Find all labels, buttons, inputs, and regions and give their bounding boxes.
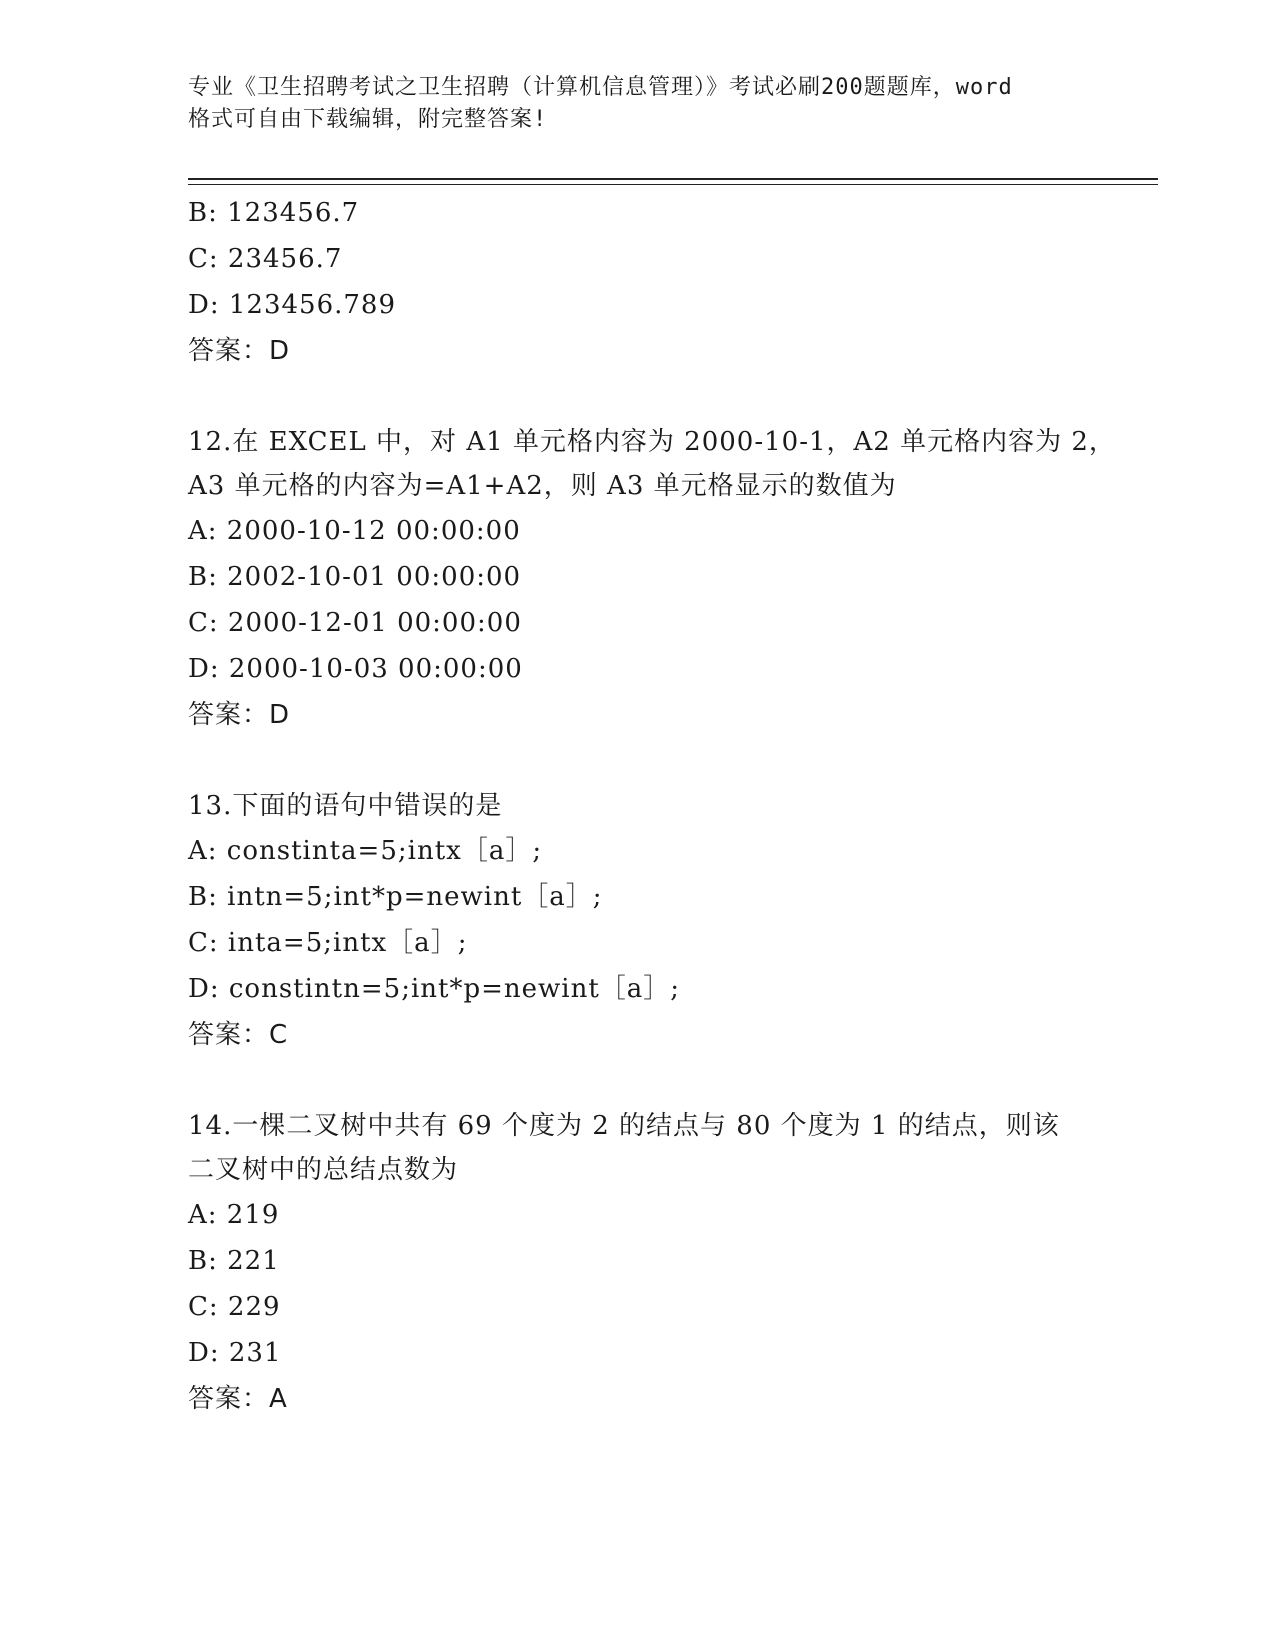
header-divider-thick [188, 178, 1158, 180]
document-body [188, 190, 1116, 1422]
option-c: C: 23456.7 [188, 244, 343, 274]
option-a: A: 219 [188, 1200, 280, 1230]
header-line-2: 格式可自由下载编辑，附完整答案! [188, 107, 548, 132]
question-13 [188, 784, 1088, 1058]
answer-line: 答案：A [188, 1384, 288, 1414]
answer-line: 答案：C [188, 1020, 289, 1050]
option-b: B: 2002-10-01 00:00:00 [188, 562, 522, 592]
answer-line: 答案：D [188, 336, 291, 366]
question-stem: A3 单元格的内容为=A1+A2，则 A3 单元格显示的数值为 [188, 471, 897, 501]
option-b: B: 221 [188, 1246, 280, 1276]
option-a: A: 2000-10-12 00:00:00 [188, 516, 521, 546]
question-stem: 14.一棵二叉树中共有 69 个度为 2 的结点与 80 个度为 1 的结点，则该 [188, 1111, 1060, 1141]
option-d: D: constintn=5;int*p=newint［a］; [188, 974, 681, 1004]
page-header [188, 72, 1088, 136]
option-d: D: 2000-10-03 00:00:00 [188, 654, 523, 684]
option-d: D: 231 [188, 1338, 282, 1368]
option-d: D: 123456.789 [188, 290, 397, 320]
option-b: B: intn=5;int*p=newint［a］; [188, 882, 603, 912]
question-stem: 13.下面的语句中错误的是 [188, 791, 503, 821]
option-c: C: 229 [188, 1292, 281, 1322]
question-12 [188, 420, 1116, 738]
question-stem: 二叉树中的总结点数为 [188, 1155, 459, 1185]
question-14 [188, 1104, 1088, 1422]
question-11-continued [188, 190, 1088, 374]
answer-line: 答案：D [188, 700, 291, 730]
option-c: C: 2000-12-01 00:00:00 [188, 608, 522, 638]
option-c: C: inta=5;intx［a］; [188, 928, 468, 958]
question-stem: 12.在 EXCEL 中，对 A1 单元格内容为 2000-10-1，A2 单元格内容为 2， [188, 427, 1116, 457]
header-divider-thin [188, 184, 1158, 185]
option-b: B: 123456.7 [188, 198, 360, 228]
option-a: A: constinta=5;intx［a］; [188, 836, 543, 866]
header-line-1: 专业《卫生招聘考试之卫生招聘（计算机信息管理）》考试必刷200题题库，word [188, 75, 1013, 100]
